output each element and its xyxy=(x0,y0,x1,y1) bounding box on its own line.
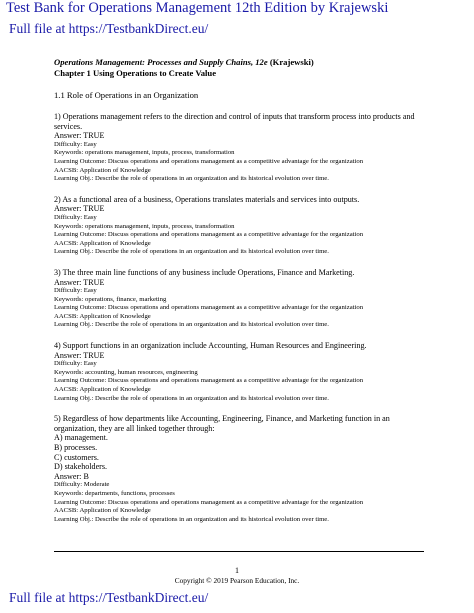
question-text: 5) Regardless of how departments like Accounting, Engineering, Finance, and Marketing function in an organization, they are all linked together through: xyxy=(54,414,390,433)
copyright: Copyright © 2019 Pearson Education, Inc. xyxy=(174,576,300,585)
chapter-title: Chapter 1 Using Operations to Create Value xyxy=(54,68,217,78)
learning-objective: Learning Obj.: Describe the role of operations in an organization and its historical evolution over time. xyxy=(54,248,329,256)
learning-objective: Learning Obj.: Describe the role of operations in an organization and its historical evolution over time. xyxy=(54,394,329,402)
aacsb: AACSB: Application of Knowledge xyxy=(54,507,151,515)
keywords: Keywords: operations management, inputs, process, transformation xyxy=(54,149,235,157)
book-title xyxy=(54,57,426,68)
option-c: C) customers. xyxy=(54,452,99,462)
keywords: Keywords: departments, functions, processes xyxy=(54,489,175,497)
question-3 xyxy=(54,268,426,330)
difficulty: Difficulty: Easy xyxy=(54,287,97,295)
learning-outcome: Learning Outcome: Discuss operations and operations management as a competitive advantage for the organization xyxy=(54,231,364,239)
aacsb: AACSB: Application of Knowledge xyxy=(54,239,151,247)
difficulty: Difficulty: Easy xyxy=(54,140,97,148)
question-4 xyxy=(54,341,426,403)
question-text: 1) Operations management refers to the direction and control of inputs that transform process into products and services. xyxy=(54,112,415,131)
aacsb: AACSB: Application of Knowledge xyxy=(54,312,151,320)
question-2 xyxy=(54,195,426,257)
difficulty: Difficulty: Easy xyxy=(54,360,97,368)
answer: Answer: B xyxy=(54,471,89,481)
test-bank-banner: Test Bank for Operations Management 12th Edition by Krajewski xyxy=(6,0,389,16)
footer-divider xyxy=(54,551,424,552)
option-d: D) stakeholders. xyxy=(54,462,108,472)
question-text: 4) Support functions in an organization include Accounting, Human Resources and Engineering. xyxy=(54,341,367,351)
answer: Answer: TRUE xyxy=(54,350,105,360)
keywords: Keywords: operations management, inputs, process, transformation xyxy=(54,222,235,230)
learning-outcome: Learning Outcome: Discuss operations and operations management as a competitive advantage for the organization xyxy=(54,377,364,385)
question-5 xyxy=(54,414,426,524)
learning-objective: Learning Obj.: Describe the role of operations in an organization and its historical evolution over time. xyxy=(54,175,329,183)
aacsb: AACSB: Application of Knowledge xyxy=(54,386,151,394)
difficulty: Difficulty: Moderate xyxy=(54,481,110,489)
answer: Answer: TRUE xyxy=(54,204,105,214)
keywords: Keywords: operations, finance, marketing xyxy=(54,295,167,303)
learning-outcome: Learning Outcome: Discuss operations and operations management as a competitive advantage for the organization xyxy=(54,304,364,312)
section-title: 1.1 Role of Operations in an Organization xyxy=(54,90,199,100)
question-1 xyxy=(54,112,426,184)
book-author: (Krajewski) xyxy=(267,57,314,67)
learning-objective: Learning Obj.: Describe the role of operations in an organization and its historical evolution over time. xyxy=(54,321,329,329)
option-a: A) management. xyxy=(54,433,108,443)
option-b: B) processes. xyxy=(54,443,98,452)
question-text: 3) The three main line functions of any business include Operations, Finance and Marketing. xyxy=(54,267,355,277)
page-number: 1 xyxy=(235,566,239,575)
question-text: 2) As a functional area of a business, Operations translates materials and services into outputs. xyxy=(54,194,360,204)
difficulty: Difficulty: Easy xyxy=(54,213,97,221)
full-file-link-bottom[interactable]: Full file at https://TestbankDirect.eu/ xyxy=(9,590,209,605)
answer: Answer: TRUE xyxy=(54,277,105,287)
document-body xyxy=(54,57,426,524)
aacsb: AACSB: Application of Knowledge xyxy=(54,166,151,174)
learning-objective: Learning Obj.: Describe the role of operations in an organization and its historical evolution over time. xyxy=(54,515,329,523)
full-file-link-top[interactable]: Full file at https://TestbankDirect.eu/ xyxy=(9,21,209,36)
book-title-italic: Operations Management: Processes and Supply Chains, 12e xyxy=(54,57,268,67)
learning-outcome: Learning Outcome: Discuss operations and operations management as a competitive advantage for the organization xyxy=(54,498,364,506)
learning-outcome: Learning Outcome: Discuss operations and operations management as a competitive advantage for the organization xyxy=(54,157,364,165)
answer: Answer: TRUE xyxy=(54,131,105,141)
keywords: Keywords: accounting, human resources, engineering xyxy=(54,368,198,376)
